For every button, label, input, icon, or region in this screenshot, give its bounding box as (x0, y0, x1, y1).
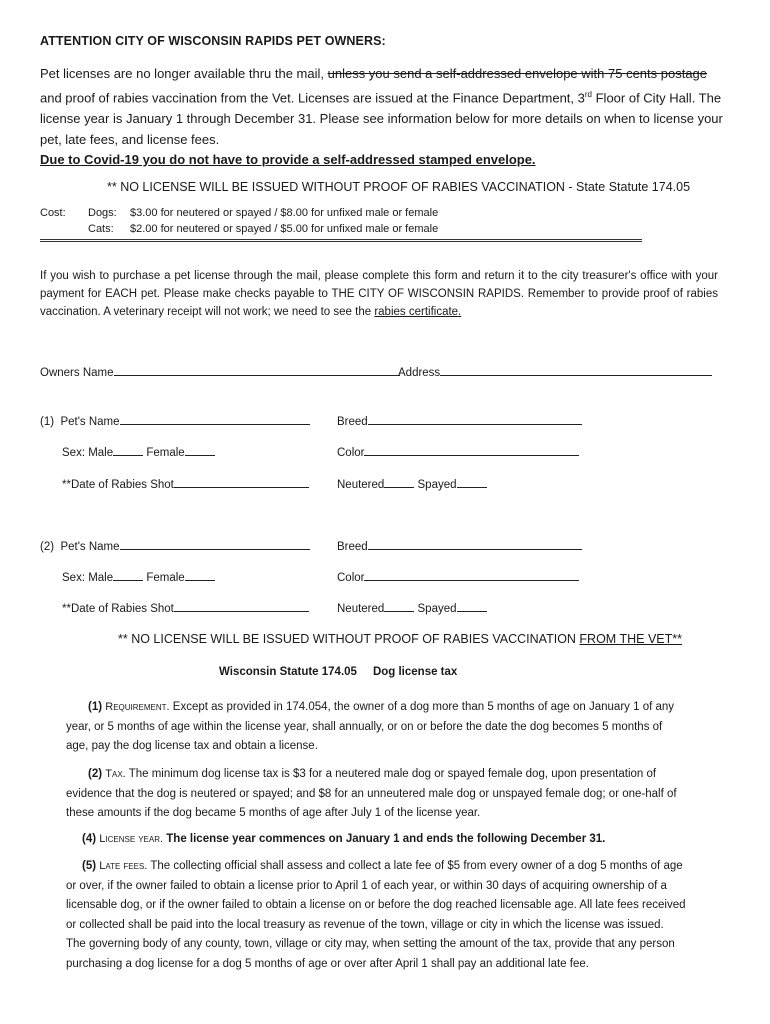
intro-text-1: Pet licenses are no longer available thru the mail, (40, 66, 328, 81)
pet1-color-row (337, 446, 579, 459)
section-4-text: The license year commences on January 1 and ends the following December 31. (163, 833, 606, 845)
pet2-name-row (40, 540, 310, 553)
cats-fee: $2.00 for neutered or spayed / $5.00 for unfixed male or female (130, 223, 439, 235)
pet1-neutered-label: Neutered (337, 479, 385, 491)
cats-label: Cats: (88, 223, 114, 235)
dogs-label: Dogs: (88, 207, 117, 219)
owners-name-label: Owners Name (40, 367, 114, 379)
statute-section-5 (66, 857, 686, 974)
pet2-female-field[interactable] (185, 571, 215, 581)
covid-notice: Due to Covid-19 you do not have to provide a self-addressed stamped envelope. (40, 152, 536, 167)
pet1-sex-male-label: Sex: Male (62, 447, 114, 459)
section-4-heading: License year. (99, 833, 164, 845)
pet2-color-field[interactable] (364, 571, 579, 581)
rabies-certificate-text: rabies certificate. (374, 306, 462, 318)
statute-subtitle: Dog license tax (372, 666, 458, 678)
section-5-heading: Late fees. (99, 860, 148, 872)
pet2-sex-male-label: Sex: Male (62, 572, 114, 584)
cost-label: Cost: (40, 207, 66, 219)
pet1-name-field[interactable] (120, 415, 310, 425)
pet1-breed-field[interactable] (368, 415, 582, 425)
pet1-neutered-field[interactable] (384, 478, 414, 488)
section-2-heading: Tax. (105, 768, 126, 780)
section-2-text: The minimum dog license tax is $3 for a neutered male dog or spayed female dog, upon presentation of evidence that the dog is neutered or spayed; and $8 for an unneutered male dog or unspayed female dog; or one-half of these amounts if the dog became 5 months of age after July 1 of the license year. (66, 768, 677, 819)
pet1-name-row (40, 415, 310, 428)
mail-instructions-text: If you wish to purchase a pet license through the mail, please complete this form and return it to the city treasurer's office with your payment for EACH pet. Please make checks payable to THE CITY OF WISCONSIN RAPIDS. Remember to provide proof of rabies vaccination. A veterinary receipt will not work; we need to see the (40, 270, 718, 318)
pet1-color-field[interactable] (364, 446, 579, 456)
section-2-number: (2) (88, 768, 103, 780)
pet1-sex-row (62, 446, 215, 459)
dogs-fee: $3.00 for neutered or spayed / $8.00 for unfixed male or female (130, 207, 439, 219)
pet2-breed-field[interactable] (368, 540, 582, 550)
pet2-neuter-row (337, 602, 487, 615)
intro-text-2: and proof of rabies vaccination from the Vet. Licenses are issued at the Finance Department, 3 (40, 90, 585, 106)
section-1-text: Except as provided in 174.054, the owner of a dog more than 5 months of age on January 1 of any year, or 5 months of age within the license year, shall annually, or on or before the date the dog becomes 5 months of age, pay the dog license tax and obtain a license. (66, 701, 675, 752)
pet1-rabies-field[interactable] (174, 478, 309, 488)
section-1-heading: Requirement. (105, 701, 170, 713)
rabies-warning-bottom (118, 632, 682, 646)
pet2-neutered-field[interactable] (384, 602, 414, 612)
pet1-rabies-label: **Date of Rabies Shot (62, 479, 174, 491)
pet2-name-label: Pet's Name (60, 541, 120, 553)
rabies-warning-top: ** NO LICENSE WILL BE ISSUED WITHOUT PROOF OF RABIES VACCINATION - State Statute 174.05 (107, 180, 691, 194)
pet1-spayed-label: Spayed (417, 479, 457, 491)
pet1-neuter-row (337, 478, 487, 491)
pet1-breed-row (337, 415, 582, 428)
address-lead-line (384, 366, 398, 376)
rabies-warning-bottom-text: ** NO LICENSE WILL BE ISSUED WITHOUT PROOF OF RABIES VACCINATION (118, 632, 580, 646)
owners-name-field[interactable] (114, 366, 400, 376)
mail-instructions (40, 267, 718, 321)
address-label: Address (398, 367, 441, 379)
address-field[interactable] (440, 366, 712, 376)
pet2-rabies-label: **Date of Rabies Shot (62, 603, 174, 615)
statute-section-1 (66, 698, 686, 757)
section-5-number: (5) (82, 860, 97, 872)
statute-heading (219, 666, 457, 678)
pet2-color-row (337, 571, 579, 584)
pet1-name-label: Pet's Name (60, 416, 120, 428)
pet2-color-label: Color (337, 572, 365, 584)
pet1-female-label: Female (146, 447, 185, 459)
from-the-vet-text: FROM THE VET** (579, 632, 682, 646)
pet2-number: (2) (40, 541, 55, 553)
pet1-spayed-field[interactable] (457, 478, 487, 488)
pet1-female-field[interactable] (185, 446, 215, 456)
pet1-male-field[interactable] (113, 446, 143, 456)
pet2-rabies-field[interactable] (174, 602, 309, 612)
pet2-rabies-row (62, 602, 309, 615)
statute-section-2 (66, 765, 686, 824)
pet2-male-field[interactable] (113, 571, 143, 581)
pet2-breed-label: Breed (337, 541, 368, 553)
pet2-name-field[interactable] (120, 540, 310, 550)
intro-text-3: Floor of City Hall. The license year is January 1 through December 31. Please see information below for more details on when to license your pet, late fees, and license fees. (40, 90, 723, 148)
section-1-number: (1) (88, 701, 103, 713)
section-divider (40, 239, 642, 242)
pet2-breed-row (337, 540, 582, 553)
pet2-female-label: Female (146, 572, 185, 584)
section-4-number: (4) (82, 833, 97, 845)
pet1-rabies-row (62, 478, 309, 491)
section-5-text: The collecting official shall assess and collect a late fee of $5 from every owner of a dog 5 months of age or over, if the owner failed to obtain a license prior to April 1 of each year, or within 30 days of acquiring ownership of a licensable dog, or if the owner failed to obtain a license on or before the dog reached licensable age. All late fees received or collected shall be paid into the local treasury as revenue of the town, village or city in which the license was issued. The governing body of any county, town, village or city may, when setting the amount of the tax, provide that any person purchasing a dog license for a dog 5 months of age or over after April 1 shall pay an additional late fee. (66, 860, 686, 970)
owners-name-row (40, 366, 400, 379)
statute-title: Wisconsin Statute 174.05 (219, 666, 357, 678)
pet2-neutered-label: Neutered (337, 603, 385, 615)
address-row (384, 366, 712, 379)
intro-superscript: rd (584, 90, 592, 99)
pet2-spayed-field[interactable] (457, 602, 487, 612)
intro-struck-text: unless you send a self-addressed envelope with 75 cents postage (327, 66, 708, 81)
intro-paragraph (40, 63, 730, 150)
pet1-breed-label: Breed (337, 416, 368, 428)
pet1-number: (1) (40, 416, 55, 428)
pet1-color-label: Color (337, 447, 365, 459)
statute-section-4 (66, 830, 686, 850)
pet2-spayed-label: Spayed (417, 603, 457, 615)
pet2-sex-row (62, 571, 215, 584)
page-title: ATTENTION CITY OF WISCONSIN RAPIDS PET OWNERS: (40, 34, 386, 48)
